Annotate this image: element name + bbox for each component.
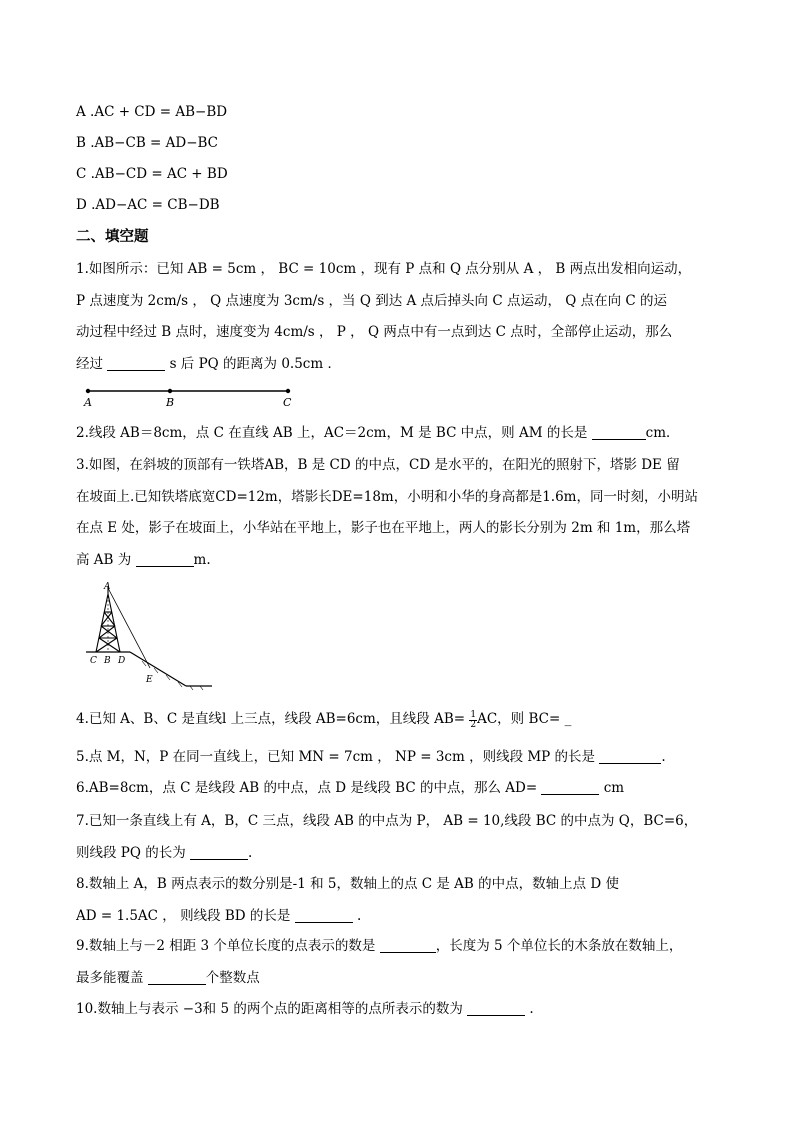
fraction: $\frac{1}{2}$ [470,710,477,730]
answer-blank[interactable] [467,1001,525,1016]
answer-blank[interactable] [380,938,436,953]
answer-blank[interactable] [295,908,353,923]
answer-blank[interactable] [541,780,599,795]
label-a: A [104,582,111,592]
slope-line [130,652,186,686]
option-d: D .AD−AC = CB−DB [76,197,220,213]
q3-line-2: 在坡面上.已知铁塔底宽CD=12m，塔影长DE=18m，小明和小华的身高都是1.6m，同一时刻，小明站 [76,488,698,505]
answer-blank[interactable] [136,552,194,567]
q3-line-3: 在点 E 处，影子在坡面上，小华站在平地上，影子也在平地上，两人的影长分别为 2m 和 1m，那么塔 [76,520,691,536]
label-c: C [90,656,97,666]
q8-line-1: 8.数轴上 A，B 两点表示的数分别是-1 和 5，数轴上的点 C 是 AB 的中点，数轴上点 D 使 [76,876,620,892]
q1-line-1: 1.如图所示：已知 AB = 5cm ， BC = 10cm ，现有 P 点和 Q 点分别从 A ， B 两点出发相向运动， [76,261,692,277]
tower [96,586,120,652]
label-d: D [118,656,126,666]
point-b [168,389,172,393]
q3-tower-figure [82,582,214,692]
question-2: 2.线段 AB＝8cm，点 C 在直线 AB 上，AC＝2cm，M 是 BC 中点，则 AM 的长是 cm． [76,425,680,441]
shadow-ray [108,588,150,668]
option-a: A .AC + CD = AB−BD [76,104,228,120]
answer-blank[interactable] [107,356,165,371]
point-a [86,389,90,393]
question-5: 5.点 M，N，P 在同一直线上，已知 MN = 7cm ， NP = 3cm ，则线段 MP 的长是 . [76,749,666,765]
label-e: E [146,675,153,685]
q1-line-2: P 点速度为 2cm/s ， Q 点速度为 3cm/s ，当 Q 到达 A 点后掉头向 C 点运动， Q 点在向 C 的运 [76,292,667,309]
option-b: B .AB−CB = AD−BC [76,135,219,151]
label-c: C [283,396,292,409]
label-a: A [84,396,92,409]
answer-blank[interactable] [599,749,661,764]
option-c: C .AB−CD = AC + BD [76,166,228,182]
answer-blank[interactable] [190,845,248,860]
label-b: B [166,396,175,409]
section-title: 二、填空题 [76,229,149,245]
question-6: 6.AB=8cm，点 C 是线段 AB 的中点，点 D 是线段 BC 的中点，那么 AD= cm [76,780,625,796]
point-c [286,389,290,393]
q1-line-4: 经过 s 后 PQ 的距离为 0.5cm ． [76,355,341,372]
question-3 [76,450,736,576]
question-7: 7.已知一条直线上有 A，B，C 三点，线段 AB 的中点为 P， AB = 10,线段 BC 的中点为 Q，BC=6， 则线段 PQ 的长为 . [76,806,736,869]
q3-line-1: 3.如图，在斜坡的顶部有一铁塔AB，B 是 CD 的中点，CD 是水平的，在阳光的照射下，塔影 DE 留 [76,457,680,473]
question-9: 9.数轴上与－2 相距 3 个单位长度的点表示的数是 ，长度为 5 个单位长的木条放在数轴上， 最多能覆盖 个整数点 [76,938,683,986]
question-10: 10.数轴上与表示 −3和 5 的两个点的距离相等的点所表示的数为 . [76,1001,534,1017]
q1-segment-figure [80,384,300,410]
question-4: 4.已知 A、B、C 是直线l 上三点，线段 AB=6cm，且线段 $AB= \frac{1}{2}AC$，则 BC= _ [76,710,572,730]
q3-line-4: 高 AB 为 m. [76,551,211,568]
q1-line-3: 动过程中经过 B 点时，速度变为 4cm/s ， P ， Q 两点中有一点到达 C 点时，全部停止运动，那么 [76,324,673,340]
question-1 [76,254,736,380]
answer-blank[interactable] [592,425,646,440]
answer-blank[interactable] [148,970,206,985]
label-b: B [104,656,111,666]
question-8: 8.数轴上 A，B 两点表示的数分别是-1 和 5，数轴上的点 C 是 AB 的中点，数轴上点 D 使 AD = 1.5AC ， 则线段 BD 的长是 . [76,869,736,932]
q7-line-1: 7.已知一条直线上有 A，B，C 三点，线段 AB 的中点为 P， AB = 10,线段 BC 的中点为 Q，BC=6， [76,813,698,829]
